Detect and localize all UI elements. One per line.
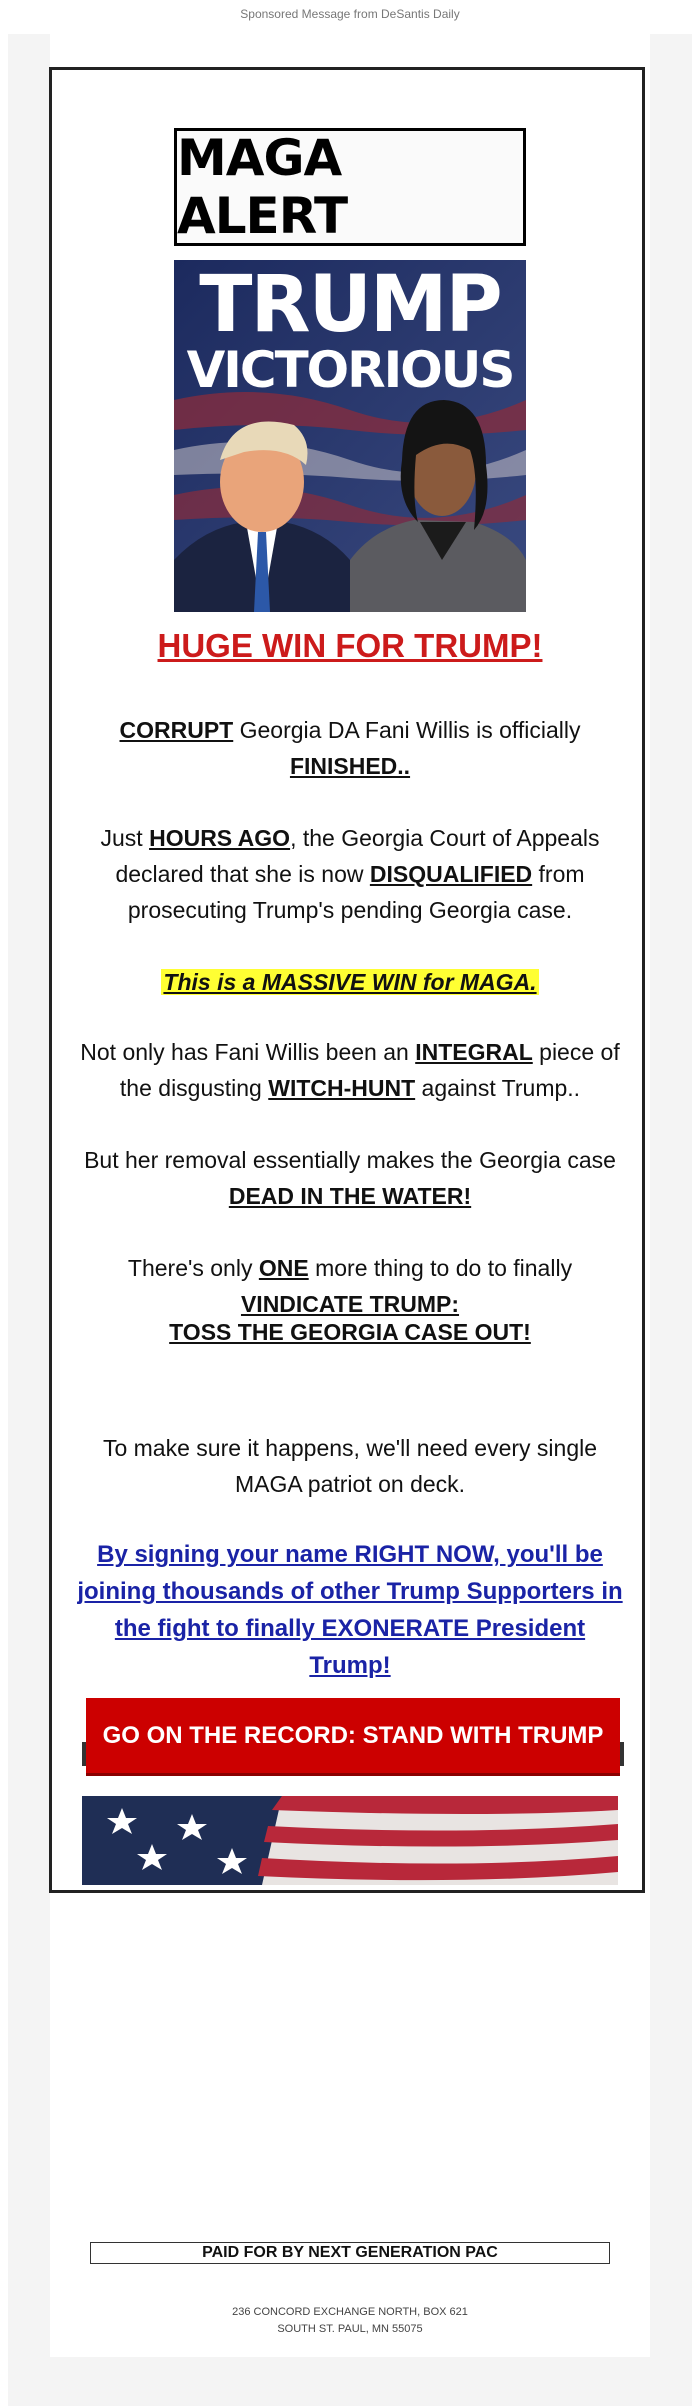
para1-text: Georgia DA Fani Willis is officially: [233, 717, 581, 743]
hero-image[interactable]: [174, 260, 526, 612]
integral-emphasis: INTEGRAL: [415, 1039, 533, 1065]
address-line1: 236 CONCORD EXCHANGE NORTH, BOX 621: [232, 2306, 468, 2318]
para2-pre: Just: [100, 825, 150, 851]
stand-with-trump-button[interactable]: [86, 1698, 620, 1776]
hero-title-line2: VICTORIOUS: [186, 341, 514, 399]
para3-post: against Trump..: [415, 1075, 581, 1101]
flag-graphic: [82, 1796, 618, 1885]
sign-petition-link[interactable]: By signing your name RIGHT NOW, you'll be joining thousands of other Trump Supporters in the fight to finally EXONERATE President Trump!: [77, 1541, 623, 1679]
hours-ago-emphasis: HOURS AGO: [149, 825, 291, 851]
headline: HUGE WIN FOR TRUMP!: [157, 627, 543, 664]
cta-edge-right: [620, 1742, 624, 1766]
para2-post: from prosecuting Trump's pending Georgia case.: [127, 861, 585, 923]
paid-for-disclaimer: PAID FOR BY NEXT GENERATION PAC: [90, 2242, 610, 2264]
paragraph-vindicate: [72, 1250, 628, 1322]
paragraph-corrupt: [72, 712, 628, 784]
flag-image[interactable]: [82, 1796, 618, 1885]
vindicate-emphasis: VINDICATE TRUMP:: [240, 1291, 460, 1317]
maga-alert-text: MAGA ALERT: [177, 129, 348, 245]
para2-mid: , the Georgia Court of Appeals declared that she is now: [115, 825, 600, 887]
massive-win-highlight: This is a MASSIVE WIN for MAGA.: [163, 969, 537, 995]
cta-label: GO ON THE RECORD: STAND WITH TRUMP: [102, 1721, 604, 1749]
para4-pre: But her removal essentially makes the Georgia case: [84, 1147, 616, 1173]
corrupt-emphasis: CORRUPT: [119, 717, 234, 743]
sponsor-line: Sponsored Message from DeSantis Daily: [240, 7, 460, 21]
paragraph-integral: [72, 1034, 628, 1106]
highlight-line: [72, 964, 628, 1000]
dead-in-water-emphasis: DEAD IN THE WATER!: [228, 1183, 472, 1209]
mailing-address: [72, 2304, 628, 2338]
para3-mid: piece of the disgusting: [119, 1039, 620, 1101]
toss-case-line: TOSS THE GEORGIA CASE OUT!: [169, 1319, 531, 1345]
finished-emphasis: FINISHED..: [289, 753, 411, 779]
para5-mid: more thing to do to finally: [308, 1255, 573, 1281]
paragraph-disqualified: [72, 820, 628, 928]
hero-title-line1: TRUMP: [199, 260, 501, 350]
address-line2: SOUTH ST. PAUL, MN 55075: [277, 2323, 423, 2335]
para3-pre: Not only has Fani Willis been an: [80, 1039, 416, 1065]
witch-hunt-emphasis: WITCH-HUNT: [268, 1075, 416, 1101]
disqualified-emphasis: DISQUALIFIED: [369, 861, 533, 887]
paragraph-dead-in-water: [72, 1142, 628, 1214]
maga-alert-banner: [174, 128, 526, 246]
paragraph-patriots: To make sure it happens, we'll need every single MAGA patriot on deck.: [102, 1435, 598, 1497]
para5-pre: There's only: [127, 1255, 259, 1281]
one-emphasis: ONE: [258, 1255, 309, 1281]
